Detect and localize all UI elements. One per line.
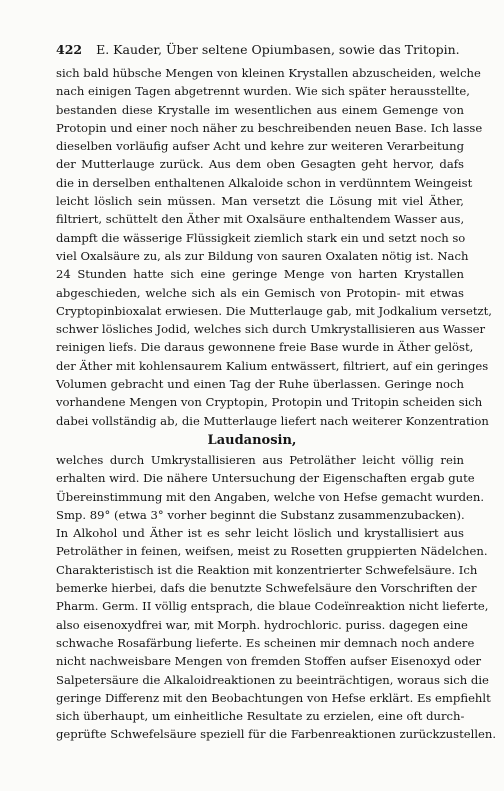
text-line: dabei vollständig ab, die Mutterlauge liefert nach weiterer Konzentration	[56, 413, 489, 428]
text-line: Pharm. Germ. II völlig entsprach, die blaue Codeïnreaktion nicht lieferte,	[56, 599, 489, 614]
text-line: Cryptopinbioxalat erwiesen. Die Mutterlauge gab, mit Jodkalium versetzt,	[56, 303, 492, 318]
text-line: geprüfte Schwefelsäure speziell für die Farbenreaktionen zurückzustellen.	[56, 727, 497, 742]
running-title: E. Kauder, Über seltene Opiumbasen, sowie das Tritopin.	[96, 42, 460, 57]
text-line: dampft die wässerige Flüssigkeit ziemlich stark ein und setzt noch so	[56, 230, 466, 245]
text-line: sich bald hübsche Mengen von kleinen Krystallen abzuscheiden, welche	[56, 66, 481, 80]
text-line: welches durch Umkrystallisieren aus Petroläther leicht völlig rein	[56, 453, 464, 467]
text-line: erhalten wird. Die nähere Untersuchung der Eigenschaften ergab gute	[56, 471, 475, 486]
text-line: sich überhaupt, um einheitliche Resultate zu erzielen, eine oft durch-	[56, 709, 465, 724]
text-line: reinigen liefs. Die daraus gewonnene freie Base wurde in Äther gelöst,	[56, 340, 474, 355]
text-line: Smp. 89° (etwa 3° vorher beginnt die Substanz zusammenzubacken).	[56, 507, 465, 522]
text-line: bemerke hierbei, dafs die benutzte Schwefelsäure den Vorschriften der	[56, 581, 477, 596]
text-line: In Alkohol und Äther ist es sehr leicht löslich und krystallisiert aus	[56, 526, 464, 541]
text-line: Petroläther in feinen, weifsen, meist zu Rosetten gruppierten Nädelchen.	[56, 544, 488, 559]
section-heading: Laudanosin,	[207, 433, 297, 448]
text-line: die in derselben enthaltenen Alkaloide schon in verdünntem Weingeist	[56, 175, 473, 190]
text-line: dieselben vorläufig aufser Acht und kehre zur weiteren Verarbeitung	[56, 139, 464, 154]
paragraph-2	[56, 451, 497, 744]
page-number: 422	[56, 42, 83, 57]
text-line: Volumen gebracht und einen Tag der Ruhe überlassen. Geringe noch	[56, 377, 464, 392]
text-line: abgeschieden, welche sich als ein Gemisch von Protopin- mit etwas	[56, 285, 464, 300]
text-line: leicht löslich sein müssen. Man versetzt die Lösung mit viel Äther,	[56, 194, 464, 209]
text-line: nicht nachweisbare Mengen von fremden Stoffen aufser Eisenoxyd oder	[56, 654, 482, 669]
text-line: der Äther mit kohlensaurem Kalium entwässert, filtriert, auf ein geringes	[56, 358, 489, 373]
text-line: Übereinstimmung mit den Angaben, welche von Hefse gemacht wurden.	[56, 489, 485, 504]
text-line: viel Oxalsäure zu, als zur Bildung von sauren Oxalaten nötig ist. Nach	[56, 248, 469, 263]
paragraph-1	[56, 64, 492, 430]
text-line: Charakteristisch ist die Reaktion mit konzentrierter Schwefelsäure. Ich	[56, 562, 478, 577]
text-line: also eisenoxydfrei war, mit Morph. hydrochloric. puriss. dagegen eine	[56, 617, 468, 632]
text-line: bestanden diese Krystalle im wesentlichen aus einem Gemenge von	[56, 102, 464, 117]
text-line: schwache Rosafärbung lieferte. Es scheinen mir demnach noch andere	[56, 635, 475, 650]
text-line: Protopin und einer noch näher zu beschreibenden neuen Base. Ich lasse	[56, 120, 483, 135]
text-line: Salpetersäure die Alkaloidreaktionen zu beeinträchtigen, woraus sich die	[56, 672, 489, 687]
text-line: nach einigen Tagen abgetrennt wurden. Wie sich später herausstellte,	[56, 84, 470, 99]
text-line: der Mutterlauge zurück. Aus dem oben Gesagten geht hervor, dafs	[56, 157, 464, 172]
text-line: filtriert, schüttelt den Äther mit Oxalsäure enthaltendem Wasser aus,	[56, 212, 465, 227]
running-header	[56, 42, 464, 57]
text-line: vorhandene Mengen von Cryptopin, Protopin und Tritopin scheiden sich	[56, 395, 483, 410]
text-line: schwer lösliches Jodid, welches sich durch Umkrystallisieren aus Wasser	[56, 322, 486, 337]
text-line: 24 Stunden hatte sich eine geringe Menge von harten Krystallen	[56, 267, 464, 282]
text-line: geringe Differenz mit den Beobachtungen von Hefse erklärt. Es empfiehlt	[56, 690, 491, 705]
